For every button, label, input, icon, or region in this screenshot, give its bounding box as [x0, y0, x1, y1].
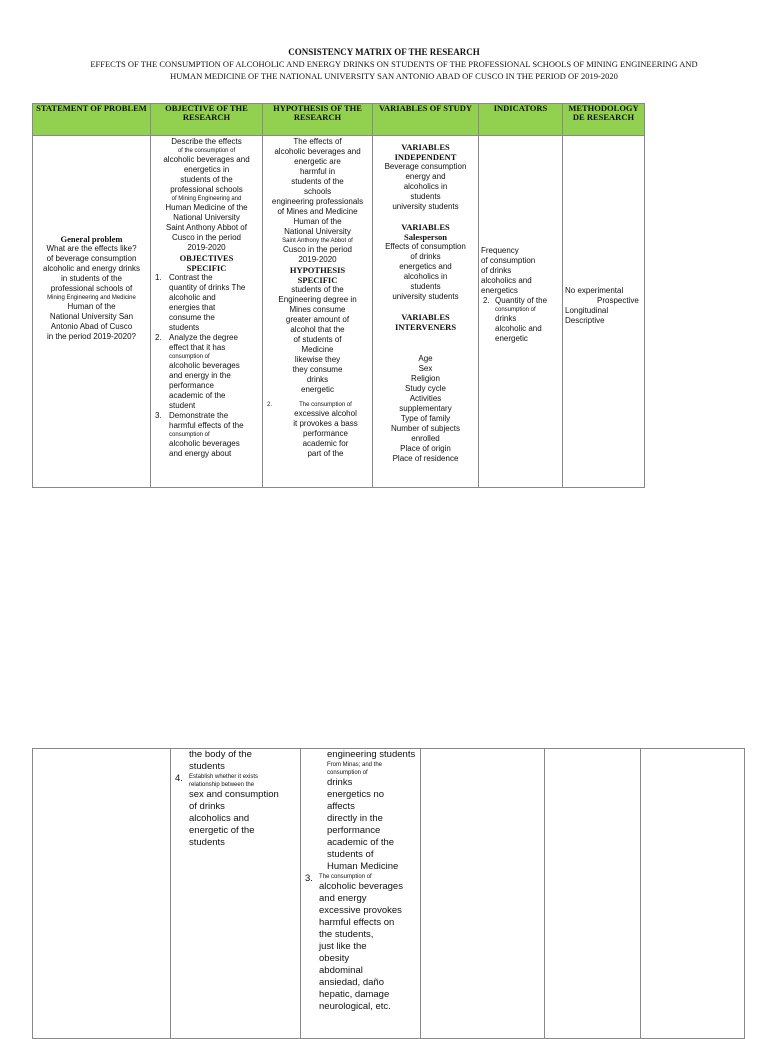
specific-objective-item	[153, 411, 260, 459]
intervening-variable: Place of residence	[392, 454, 459, 463]
methodology-descriptive: Descriptive	[565, 316, 605, 325]
intervening-variables	[375, 354, 476, 464]
general-hypothesis	[265, 137, 370, 265]
hypothesis-item-number: 2.	[267, 402, 273, 408]
specific-hypothesis-line: directly in the	[327, 813, 383, 824]
list-item-text	[169, 273, 260, 333]
specific-hypothesis-line: energetics no	[327, 789, 385, 800]
intervening-variable: supplementary	[399, 404, 452, 413]
specific-hypothesis-line: likewise they	[294, 355, 341, 364]
specific-objectives-list	[153, 273, 260, 459]
problem-line: in the period 2019-2020?	[47, 332, 136, 341]
indicator-line: alcoholic and	[495, 324, 542, 333]
problem-line: of beverage consumption	[46, 254, 137, 263]
general-objective-line: Saint Anthony Abbot of	[166, 223, 247, 232]
specific-hypothesis-1	[265, 285, 370, 395]
problem-line: Human of the	[67, 302, 116, 311]
specific-hypothesis-line: energetic	[301, 385, 334, 394]
indicator-line: alcoholics and	[481, 276, 532, 285]
specific-hypothesis-3	[319, 873, 418, 1013]
dependent-variables-heading-1: VARIABLES	[401, 222, 450, 232]
text-line: students	[189, 837, 225, 848]
text-line: of drinks	[189, 801, 225, 812]
specific-hypothesis-line: Mines consume	[289, 305, 346, 314]
problem-cell	[33, 136, 151, 488]
problem-text	[35, 244, 148, 342]
independent-variable: Beverage consumption	[384, 162, 467, 171]
indicator-quantity: Quantity of the	[495, 296, 548, 305]
specific-objective-item	[153, 273, 260, 333]
problem-heading: General problem	[60, 234, 123, 244]
specific-hypothesis-line: The consumption of	[299, 402, 352, 408]
problem-line: Mining Engineering and Medicine	[47, 295, 136, 301]
specific-hypothesis-line: obesity	[319, 953, 350, 964]
text-line: consumption of	[169, 354, 210, 360]
column-header-variables: VARIABLES OF STUDY	[373, 104, 479, 136]
text-line: effect that it has	[169, 343, 226, 352]
objectives-cell	[151, 136, 263, 488]
specific-hypothesis-line: The consumption of	[319, 874, 372, 880]
intervening-variable: enrolled	[411, 434, 440, 443]
specific-hypothesis-line: drinks	[306, 375, 329, 384]
intervening-variable: Activities	[409, 394, 442, 403]
intervening-variable: Type of family	[400, 414, 451, 423]
independent-variables-heading-1: VARIABLES	[401, 142, 450, 152]
continuation-objectives-cell	[171, 749, 301, 1039]
variables-cell	[373, 136, 479, 488]
intervening-variable: Age	[418, 354, 433, 363]
text-line: students	[189, 761, 225, 772]
specific-hypothesis-line: harmful effects on	[319, 917, 395, 928]
intervening-variables-heading-2: INTERVENERS	[394, 322, 457, 332]
text-line: quantity of drinks The	[169, 283, 246, 292]
general-objective-line: National University	[173, 213, 240, 222]
text-line: energetic of the	[189, 825, 255, 836]
general-hypothesis-line: engineering professionals	[271, 197, 364, 206]
column-header-methodology: METHODOLOGY DE RESEARCH	[563, 104, 645, 136]
specific-objective-item	[153, 333, 260, 411]
column-header-indicators: INDICATORS	[479, 104, 563, 136]
list-item-number: 3.	[155, 411, 162, 420]
specific-hypothesis-line: and energy	[319, 893, 367, 904]
specific-hypothesis-line: academic for	[302, 439, 349, 448]
intervening-variables-heading-1: VARIABLES	[401, 312, 450, 322]
specific-hypothesis-line: of students of	[293, 335, 342, 344]
indicator-quantity-small: consumption of	[495, 307, 536, 313]
problem-line: alcoholic and energy drinks	[43, 264, 140, 273]
specific-hypothesis-2	[281, 401, 370, 459]
methodology-cell	[563, 136, 645, 488]
specific-hypothesis-line: performance	[327, 825, 381, 836]
dependent-variable: alcoholics in	[403, 272, 448, 281]
specific-hypothesis-2-continued	[303, 749, 418, 873]
methodology-prospective: Prospective	[597, 296, 639, 305]
specific-hypothesis-line: alcoholic beverages	[319, 881, 403, 892]
specific-hypothesis-line: neurological, etc.	[319, 1001, 391, 1012]
specific-hypothesis-line: drinks	[327, 777, 353, 788]
general-objective-line: students of the	[180, 175, 233, 184]
list-item-text	[169, 411, 260, 459]
general-hypothesis-line: students of the	[291, 177, 344, 186]
text-line: Contrast the	[169, 273, 213, 282]
general-hypothesis-line: 2019-2020	[298, 255, 337, 264]
general-hypothesis-line: National University	[284, 227, 351, 236]
specific-hypothesis-line: academic of the	[327, 837, 395, 848]
dependent-variables	[375, 242, 476, 302]
indicator-frequency	[481, 246, 560, 296]
text-line: students	[169, 323, 200, 332]
specific-hypothesis-heading-2: SPECIFIC	[297, 275, 338, 285]
general-hypothesis-line: Cusco in the period	[283, 245, 352, 254]
text-line: the body of the	[189, 749, 252, 760]
specific-hypothesis-line: affects	[327, 801, 355, 812]
specific-objectives-heading-2: SPECIFIC	[186, 263, 227, 273]
text-line: alcoholic beverages	[169, 361, 240, 370]
independent-variable: alcoholics in	[403, 182, 448, 191]
text-line: Analyze the degree	[169, 333, 238, 342]
list-item-text	[189, 773, 298, 849]
specific-hypothesis-line: excessive alcohol	[294, 409, 357, 418]
specific-hypothesis-line: consumption of	[327, 770, 368, 776]
specific-hypothesis-line: they consume	[292, 365, 343, 374]
specific-hypothesis-line: just like the	[319, 941, 367, 952]
general-objective-line: of the consumption of	[177, 148, 236, 154]
text-line: student	[169, 401, 196, 410]
list-item-number	[173, 749, 189, 773]
general-hypothesis-line: harmful in	[299, 167, 336, 176]
dependent-variable: energetics and	[399, 262, 452, 271]
list-item-text	[169, 333, 260, 411]
text-line: Demonstrate the	[169, 411, 229, 420]
document-title: CONSISTENCY MATRIX OF THE RESEARCH	[288, 47, 480, 57]
general-hypothesis-line: of Mines and Medicine	[277, 207, 358, 216]
general-hypothesis-line: Saint Anthony the Abbot of	[282, 238, 353, 244]
indicator-line: energetics	[481, 286, 518, 295]
independent-variables	[375, 162, 476, 212]
consistency-matrix-table	[32, 103, 645, 488]
dependent-variable: university students	[392, 292, 459, 301]
list-item-number: 1.	[155, 273, 162, 282]
continuation-variables-cell	[421, 749, 545, 1039]
hypothesis-item-number-3: 3.	[305, 873, 313, 884]
specific-hypothesis-line: excessive provokes	[319, 905, 402, 916]
specific-hypothesis-line: Engineering degree in	[278, 295, 357, 304]
list-item-number: 4.	[175, 773, 183, 784]
problem-line: National University San	[49, 312, 134, 321]
intervening-variable: Place of origin	[400, 444, 451, 453]
intervening-variable: Number of subjects	[391, 424, 460, 433]
specific-hypothesis-line: engineering students	[327, 749, 416, 760]
general-objective-line: Describe the effects	[171, 137, 242, 146]
specific-objective-item	[173, 773, 298, 849]
specific-hypothesis-line: part of the	[307, 449, 344, 458]
text-line: performance	[169, 381, 214, 390]
document-subtitle-line-2: HUMAN MEDICINE OF THE NATIONAL UNIVERSITY SAN ANTONIO ABAD OF CUSCO IN THE PERIOD OF 2019-2020	[170, 71, 618, 81]
list-item-text	[189, 749, 298, 773]
indicator-line: Frequency	[481, 246, 519, 255]
specific-objective-item	[173, 749, 298, 773]
general-hypothesis-line: Human of the	[293, 217, 342, 226]
indicator-line: of drinks	[481, 266, 512, 275]
methodology-non-experimental: No experimental	[565, 286, 624, 295]
independent-variable: university students	[392, 202, 459, 211]
specific-objectives-heading-1: OBJECTIVES	[179, 253, 234, 263]
methodology-longitudinal: Longitudinal	[565, 306, 609, 315]
intervening-variable: Sex	[418, 364, 433, 373]
text-line: alcoholics and	[189, 813, 250, 824]
problem-line: Antonio Abad of Cusco	[50, 322, 133, 331]
specific-hypothesis-line: greater amount of	[285, 315, 350, 324]
specific-hypothesis-line: the students,	[319, 929, 374, 940]
general-objective-line: Human Medicine of the	[165, 203, 248, 212]
specific-hypothesis-line: students of	[327, 849, 374, 860]
list-item-number: 2.	[155, 333, 162, 342]
general-objective-line: 2019-2020	[187, 243, 226, 252]
general-objective-line: Cusco in the period	[172, 233, 241, 242]
column-header-hypothesis: HYPOTHESIS OF THE RESEARCH	[263, 104, 373, 136]
general-objective	[153, 137, 260, 253]
matrix-continuation-table	[32, 748, 745, 1039]
problem-line: in students of the	[61, 274, 122, 283]
specific-hypothesis-line: hepatic, damage	[319, 989, 390, 1000]
intervening-variable: Religion	[411, 374, 440, 383]
column-header-statement: STATEMENT OF PROBLEM	[33, 104, 151, 136]
continuation-methodology-cell	[641, 749, 745, 1039]
general-hypothesis-line: The effects of	[293, 137, 342, 146]
text-line: alcoholic and	[169, 293, 216, 302]
specific-hypothesis-line: From Minas; and the	[327, 762, 383, 768]
text-line: harmful effects of the	[169, 421, 244, 430]
indicator-quantity-rest	[495, 314, 560, 344]
document-subtitle-line-1: EFFECTS OF THE CONSUMPTION OF ALCOHOLIC AND ENERGY DRINKS ON STUDENTS OF THE PROFESSIONAL SCHOOLS OF MINING ENGINEERING AND	[90, 59, 698, 69]
specific-objectives-continued	[171, 749, 300, 849]
independent-variable: students	[410, 192, 441, 201]
dependent-variable: Effects of consumption	[385, 242, 466, 251]
text-line: and energy about	[169, 449, 232, 458]
specific-hypothesis-line: ansiedad, daño	[319, 977, 384, 988]
text-line: Establish whether it exists	[189, 774, 259, 780]
general-hypothesis-line: alcoholic beverages and	[274, 147, 361, 156]
general-hypothesis-line: energetic are	[294, 157, 341, 166]
text-line: academic of the	[169, 391, 226, 400]
general-objective-line: alcoholic beverages and	[163, 155, 250, 164]
general-objective-line: professional schools	[170, 185, 243, 194]
general-hypothesis-line: schools	[303, 187, 332, 196]
problem-line: What are the effects like?	[46, 244, 137, 253]
dependent-variable: of drinks	[410, 252, 441, 261]
intervening-variable: Study cycle	[405, 384, 446, 393]
specific-hypothesis-line: it provokes a bass	[293, 419, 358, 428]
problem-line: professional schools of	[50, 284, 133, 293]
text-line: alcoholic beverages	[169, 439, 240, 448]
general-objective-line: energetics in	[183, 165, 230, 174]
dependent-variables-heading-2: Salesperson	[404, 232, 447, 242]
continuation-indicators-cell	[545, 749, 641, 1039]
dependent-variable: students	[410, 282, 441, 291]
specific-hypothesis-line: alcohol that the	[290, 325, 345, 334]
specific-hypothesis-line: Medicine	[301, 345, 334, 354]
specific-hypothesis-line: performance	[303, 429, 348, 438]
indicator-line: of consumption	[481, 256, 536, 265]
indicator-line: drinks	[495, 314, 517, 323]
specific-hypothesis-line: abdominal	[319, 965, 363, 976]
continuation-hypothesis-cell	[301, 749, 421, 1039]
text-line: sex and consumption	[189, 789, 279, 800]
general-objective-line: of Mining Engineering and	[171, 196, 242, 202]
text-line: relationship between the	[189, 782, 255, 788]
text-line: consume the	[169, 313, 215, 322]
text-line: consumption of	[169, 432, 210, 438]
specific-hypothesis-heading-1: HYPOTHESIS	[289, 265, 346, 275]
indicators-cell	[479, 136, 563, 488]
column-header-objective: OBJECTIVE OF THE RESEARCH	[151, 104, 263, 136]
continuation-problem-cell	[33, 749, 171, 1039]
specific-hypothesis-line: Human Medicine	[327, 861, 399, 872]
text-line: energies that	[169, 303, 216, 312]
specific-hypothesis-line: students of the	[291, 285, 344, 294]
independent-variables-heading-2: INDEPENDENT	[394, 152, 457, 162]
text-line: and energy in the	[169, 371, 231, 380]
hypothesis-cell	[263, 136, 373, 488]
indicator-line: energetic	[495, 334, 528, 343]
indicator-item-number: 2.	[483, 296, 490, 305]
independent-variable: energy and	[405, 172, 446, 181]
